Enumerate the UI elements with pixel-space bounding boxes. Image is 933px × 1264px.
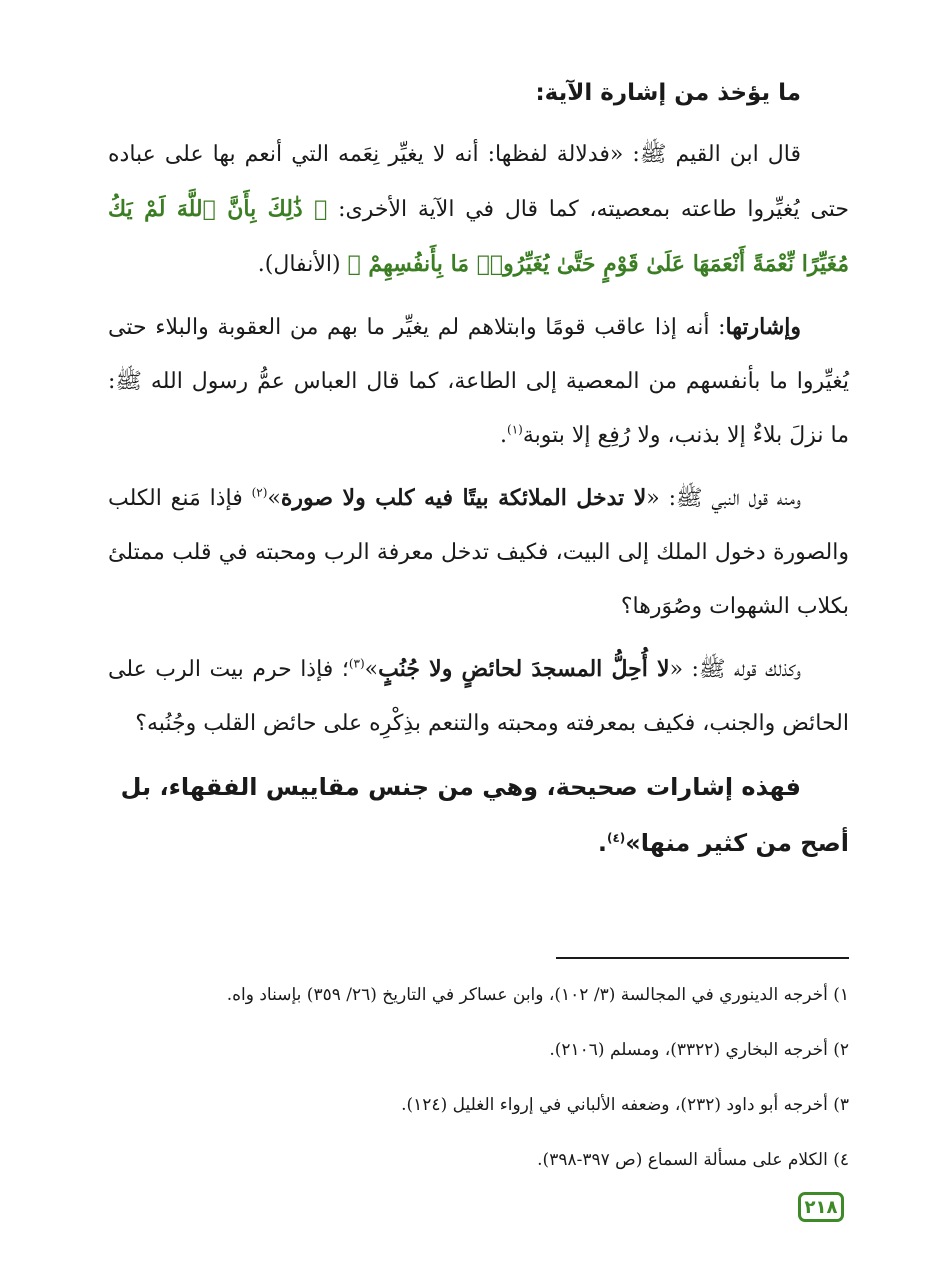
footnote-2: ٢) أخرجه البخاري (٣٣٢٢)، ومسلم (٢١٠٦). [549,1040,849,1060]
paragraph-end: . [597,829,607,857]
paragraph-lead: ومنه قول النبي ﷺ: « [646,486,801,511]
paragraph-lead: وإشارتها [725,314,801,340]
paragraph-hadith-mosque [108,642,849,751]
page-body [108,80,849,871]
footnote-separator [556,957,849,959]
footnote-ref-1[interactable]: (١) [507,422,523,437]
footnote-ref-4[interactable]: (٤) [606,831,626,845]
paragraph-text: فهذه إشارات صحيحة، وهي من جنس مقاييس الفقهاء، بل أصح من كثير منها» [120,773,849,857]
quote-close: » [267,486,281,511]
paragraph-literal-meaning [108,128,849,292]
footnotes [120,975,849,1195]
section-heading: ما يؤخذ من إشارة الآية: [535,80,801,106]
quote-close: » [364,657,379,682]
footnote-1: ١) أخرجه الدينوري في المجالسة (٣/ ١٠٢)، وابن عساكر في التاريخ (٢٦/ ٣٥٩) بإسناد واه. [226,985,849,1005]
hadith-quote: لا تدخل الملائكة بيتًا فيه كلب ولا صورة [280,485,647,511]
paragraph-lead: وكذلك قوله ﷺ: « [669,657,801,682]
footnote-3: ٣) أخرجه أبو داود (٢٣٢)، وضعفه الألباني في إرواء الغليل (١٢٤). [401,1095,849,1115]
footnote-ref-3[interactable]: (٣) [348,656,365,671]
footnote-ref-2[interactable]: (٢) [251,485,268,500]
paragraph-hadith-angels [108,471,849,634]
hadith-quote: لا أُحِلُّ المسجدَ لحائضٍ ولا جُنُبٍ [378,656,670,682]
page-number: ٢١٨ [804,1196,838,1218]
paragraph-text: ؛ فإذا حرم بيت الرب على الحائض والجنب، فكيف بمعرفته ومحبته والتنعم بذِكْرِه على حائض القلب وجُنُبه؟ [108,657,849,736]
paragraph-end: . [500,423,508,448]
paragraph-conclusion [108,759,849,871]
paragraph-text: فإذا مَنع الكلب والصورة دخول الملك إلى البيت، فكيف تدخل معرفة الرب ومحبته في قلب ممتلئ بكلاب الشهوات وصُوَرها؟ [108,486,849,619]
page-number-badge [798,1192,844,1222]
paragraph-text: قال ابن القيم ﷺ: «فدلالة لفظها: أنه لا يغيِّر نِعَمه التي أنعم بها على عباده حتى يُغيِّروا طاعته بمعصيته، كما قال في الآية الأخرى: [108,142,850,222]
quran-verse: ﴿ ذَٰلِكَ بِأَنَّ ٱللَّهَ لَمْ يَكُ مُغَيِّرًا نِّعْمَةً أَنْعَمَهَا عَلَىٰ قَوْمٍ حَتَّىٰ يُغَيِّرُوا۟ مَا بِأَنفُسِهِمْ ﴾ [108,196,849,277]
surah-reference: (الأنفال). [257,252,341,277]
paragraph-indication [108,300,849,463]
paragraph-text: : أنه إذا عاقب قومًا وابتلاهم لم يغيِّر ما بهم من العقوبة والبلاء حتى يُغيِّروا ما بأنفسهم من المعصية إلى الطاعة، كما قال العباس عمُّ رسول الله ﷺ: ما نزلَ بلاءٌ إلا بذنب، ولا رُفِع إلا بتوبة [108,315,849,448]
footnote-4: ٤) الكلام على مسألة السماع (ص ٣٩٧-٣٩٨). [537,1150,849,1170]
